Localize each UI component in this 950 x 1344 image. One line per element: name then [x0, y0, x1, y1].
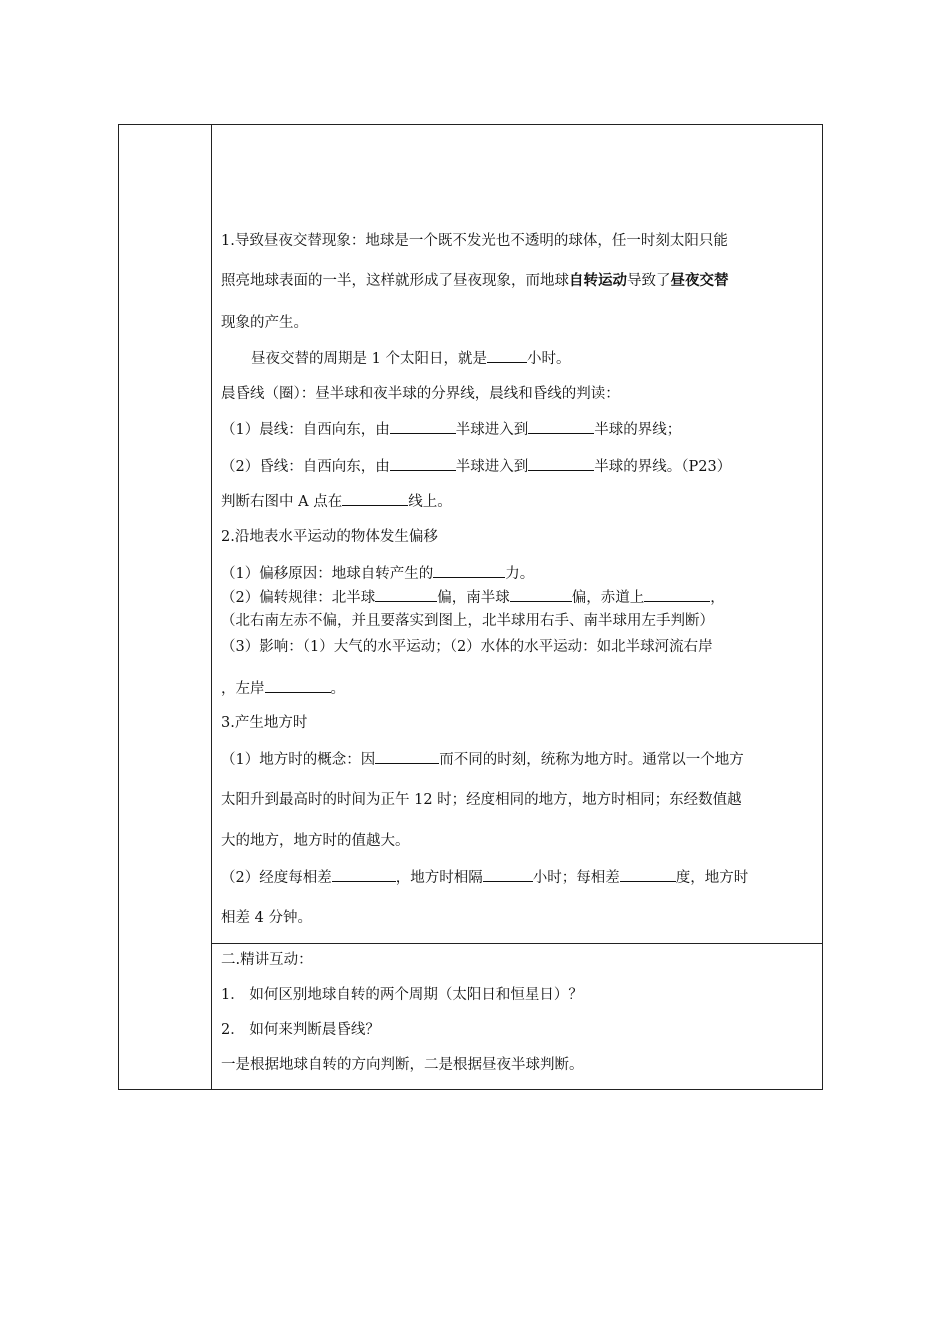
- dusk-text-b: 半球进入到: [455, 459, 529, 475]
- deflection-impact-text: （3）影响：（1）大气的水平运动；（2）水体的水平运动：如北半球河流右岸: [221, 639, 713, 655]
- rule-text-c: 偏，赤道上: [571, 590, 645, 606]
- dusk-line: [221, 456, 731, 477]
- question-1: [221, 985, 583, 1005]
- point-a-line: [221, 491, 452, 512]
- local-time-line1-text: [221, 749, 744, 770]
- answer-line: [221, 1055, 584, 1075]
- blank-longitude[interactable]: [332, 867, 396, 882]
- local-time-heading: [221, 713, 307, 733]
- rule-text-a: （2）偏转规律：北半球: [221, 590, 376, 606]
- dawn-text-b: 半球进入到: [455, 422, 529, 438]
- deflection-heading: [221, 527, 438, 547]
- deflection-heading-text: 2.沿地表水平运动的物体发生偏移: [221, 529, 438, 545]
- point-a-unit: 线上。: [408, 494, 452, 510]
- terminator-line: [221, 384, 620, 404]
- blank-degrees[interactable]: [620, 867, 676, 882]
- longitude-text-c: 小时；每相差: [532, 870, 620, 886]
- deflection-note-text: （北右南左赤不偏，并且要落实到图上，北半球用右手、南半球用左手判断）: [221, 613, 714, 629]
- period-unit: 小时。: [526, 351, 571, 367]
- worksheet-table: [118, 124, 823, 1090]
- blank-north[interactable]: [375, 587, 437, 602]
- rotation-bold: 自转运动: [569, 273, 627, 289]
- dawn-line: [221, 419, 681, 440]
- rule-text-b: 偏，南半球: [437, 590, 510, 606]
- question-2-text: 2． 如何来判断晨昏线？: [221, 1022, 380, 1038]
- para1-line1-text: 1.导致昼夜交替现象：地球是一个既不发光也不透明的球体，任一时刻太阳只能: [221, 233, 728, 249]
- deflection-cause-text: （1）偏移原因：地球自转产生的: [221, 566, 434, 582]
- local-time-line1: [221, 749, 815, 770]
- blank-point-a[interactable]: [342, 491, 408, 506]
- bank-end: 。: [330, 681, 345, 697]
- deflection-bank: [221, 678, 345, 699]
- interaction-heading-text: 二.精讲互动：: [221, 952, 313, 968]
- blank-hours-apart[interactable]: [483, 867, 533, 882]
- local-time-line2-text: 太阳升到最高时的时间为正午 12 时；经度相同的地方，地方时相同；东经数值越: [221, 792, 742, 808]
- para1-line2-text: 照亮地球表面的一半，这样就形成了昼夜现象，而地球: [221, 273, 569, 289]
- local-time-line5: [221, 908, 312, 928]
- blank-concept[interactable]: [375, 749, 439, 764]
- blank-equator[interactable]: [644, 587, 710, 602]
- answer-text: 一是根据地球自转的方向判断，二是根据昼夜半球判断。: [221, 1057, 584, 1073]
- blank-left-bank[interactable]: [265, 678, 331, 693]
- local-time-line3: [221, 831, 410, 851]
- blank-force[interactable]: [433, 563, 505, 578]
- dusk-text-a: （2）昏线：自西向东，由: [221, 459, 390, 475]
- row-divider: [211, 943, 822, 944]
- concept-text-b: 而不同的时刻，统称为地方时。通常以一个地方: [439, 752, 744, 768]
- question-2: [221, 1020, 380, 1040]
- deflection-impact: [221, 637, 815, 657]
- question-1-text: 1． 如何区别地球自转的两个周期（太阳日和恒星日）？: [221, 987, 583, 1003]
- deflection-rule: [221, 587, 725, 608]
- period-text: 昼夜交替的周期是 1 个太阳日，就是: [251, 351, 487, 367]
- blank-dusk-to[interactable]: [528, 456, 594, 471]
- terminator-text: 晨昏线（圈）：昼半球和夜半球的分界线，晨线和昏线的判读：: [221, 386, 620, 402]
- longitude-text-a: （2）经度每相差: [221, 870, 332, 886]
- blank-dusk-from[interactable]: [390, 456, 456, 471]
- dawn-text-a: （1）晨线：自西向东，由: [221, 422, 390, 438]
- blank-hours[interactable]: [487, 348, 527, 363]
- deflection-cause-unit: 力。: [505, 566, 535, 582]
- local-time-line4: [221, 867, 748, 888]
- blank-south[interactable]: [510, 587, 572, 602]
- local-time-line5-text: 相差 4 分钟。: [221, 910, 312, 926]
- dusk-text-c: 半球的界线。（P23）: [594, 459, 732, 475]
- interaction-heading: [221, 950, 313, 970]
- local-time-line3-text: 大的地方，地方时的值越大。: [221, 833, 410, 849]
- day-night-bold: 昼夜交替: [670, 273, 729, 289]
- dawn-text-c: 半球的界线；: [594, 422, 682, 438]
- bank-text: ，左岸: [221, 681, 265, 697]
- longitude-text-d: 度，地方时: [675, 870, 749, 886]
- concept-text-a: （1）地方时的概念：因: [221, 752, 376, 768]
- blank-dawn-from[interactable]: [390, 419, 456, 434]
- longitude-text-b: ，地方时相隔: [395, 870, 483, 886]
- para1-line2: [221, 271, 729, 291]
- local-time-heading-text: 3.产生地方时: [221, 715, 308, 731]
- para1-line3: [221, 313, 308, 333]
- period-line: [251, 348, 570, 369]
- para1-line1: [221, 231, 815, 251]
- para1-line2-mid: 导致了: [627, 273, 671, 289]
- blank-dawn-to[interactable]: [528, 419, 594, 434]
- local-time-line2: [221, 790, 815, 810]
- para1-line3-text: 现象的产生。: [221, 315, 308, 331]
- point-a-text: 判断右图中 A 点在: [221, 494, 343, 510]
- deflection-cause: [221, 563, 534, 584]
- deflection-note: [221, 611, 714, 631]
- rule-text-d: ，: [710, 590, 725, 606]
- column-divider: [211, 125, 212, 1089]
